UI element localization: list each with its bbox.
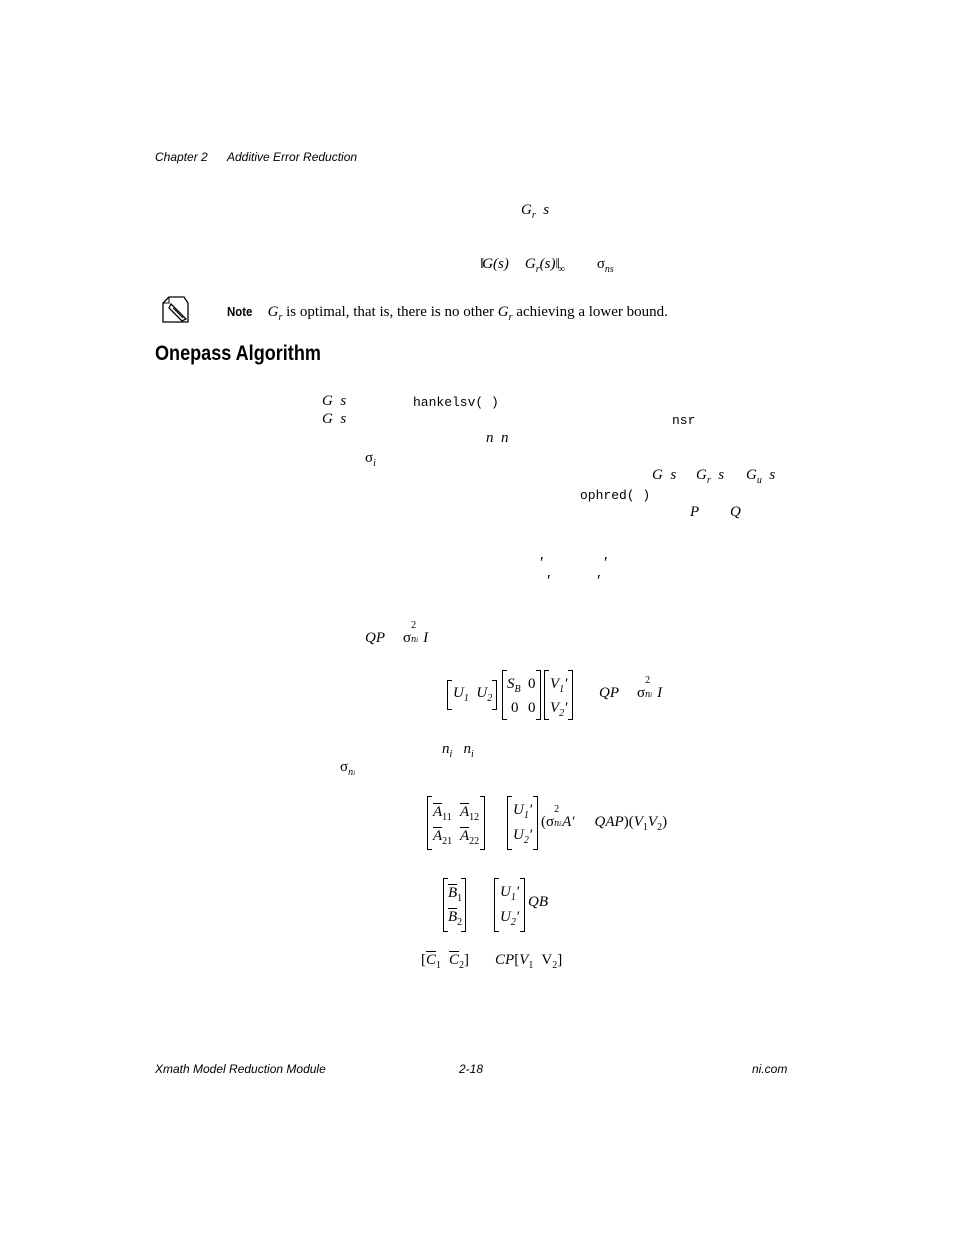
matrix-b1: $B_1$ [448,885,463,904]
matrix-a21: $A_{21}$ [433,828,453,847]
matrix-zero: 0 [528,700,536,716]
body-g-s-1: G s [322,393,347,409]
matrix-v1: $V_1'$ [550,676,568,695]
bracket [494,878,499,932]
prime-mark: ′ [597,571,601,590]
footer-title: Xmath Model Reduction Module [155,1062,326,1076]
section-heading: Onepass Algorithm [155,342,321,365]
body-sigma-i: $\sigma_i$ [365,450,376,469]
bracket [492,680,497,710]
matrix-a12: $A_{12}$ [460,804,480,823]
body-q: Q [730,504,741,520]
prime-mark: ′ [540,553,544,572]
matrix-v2: $V_2'$ [550,700,568,719]
body-g-s-3: G s [652,467,677,483]
equation-qp: QP σ 2 ni I [365,620,429,646]
prime-mark: ′ [547,571,551,590]
bracket [507,796,512,850]
matrix-zero: 0 [511,700,519,716]
equation-a-rhs: (σ 2 ni A′ $QAP)(V_1V_2)$ [541,804,668,834]
matrix-u2p: $U_2'$ [513,827,533,846]
bracket [427,796,432,850]
bracket [461,878,466,932]
page-number: 2-18 [459,1062,484,1076]
ophred-command: ophred( ) [580,488,651,503]
bracket [536,670,541,720]
matrix-zero: 0 [528,676,536,692]
body-gr-s: $G_r$ s [696,467,725,486]
note-label: Note [227,304,253,319]
body-g-s-2: G s [322,411,347,427]
body-p: P [690,504,700,520]
equation-qb: QB [528,894,548,910]
bracket [544,670,549,720]
body-gu-s: $G_u$ s [746,467,776,486]
matrix-u2p: $U_2'$ [500,909,520,928]
body-sigma-ni: $\sigma_{ni}$ [340,759,356,778]
bracket [447,680,452,710]
matrix-b2: $B_2$ [448,909,463,928]
nsr-keyword: nsr [672,413,696,428]
matrix-a11: $A_{11}$ [433,804,452,823]
prime-mark: ′ [604,553,608,572]
header-chapter: Chapter 2 [155,150,208,164]
matrix-sb: $S_B$ [507,676,521,695]
equation-c: [$\overline{C}_1$ $\overline{C}_2$] $CP[V_1$ $V_2$] [421,952,563,972]
note-paragraph: Note $G_r$ is optimal, that is, there is no other $G_r$ achieving a lower bound. [227,304,668,323]
equation-qp-2: QP σ 2 ni I [599,675,663,701]
bracket [533,796,538,850]
note-icon [160,294,192,326]
matrix-u: $U_1$ $U_2$ [453,685,493,704]
matrix-u1p: $U_1'$ [513,802,533,821]
matrix-u1p: $U_1'$ [500,884,520,903]
footer-link[interactable]: ni.com [752,1062,788,1076]
body-n-n: n n [486,430,509,446]
body-ni-ni: $n_i$ $n_i$ [442,741,474,760]
header-title: Additive Error Reduction [227,150,358,164]
bracket [520,878,525,932]
bracket [568,670,573,720]
math-norm-bound: ‖G(s) $G_r(s)‖_\infty$ $\sigma_{ns}$ [480,256,614,276]
bracket [480,796,485,850]
math-gr-s: $G_r$ s [521,202,550,221]
matrix-a22: $A_{22}$ [460,828,480,847]
hankelsv-command: hankelsv( ) [413,395,499,410]
